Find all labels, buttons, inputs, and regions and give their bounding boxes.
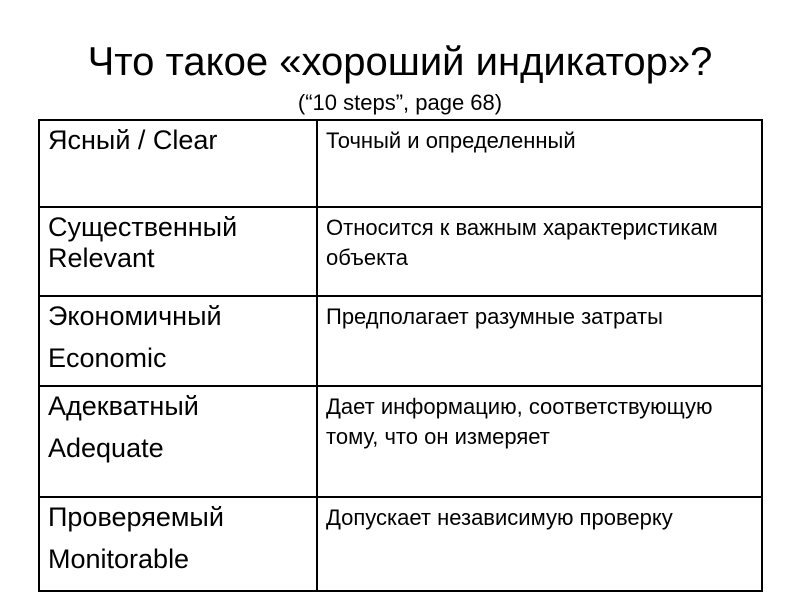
criterion-description: Относится к важным характеристикам объекта (317, 207, 762, 296)
table-row (39, 386, 762, 497)
table-row (39, 296, 762, 386)
criterion-term-ru: Проверяемый (48, 502, 224, 532)
criterion-description: Дает информацию, соответствующую тому, что он измеряет (317, 386, 762, 497)
criterion-description: Точный и определенный (317, 120, 762, 207)
table-row (39, 120, 762, 207)
criterion-term-en: Economic (48, 343, 167, 373)
criterion-term-en: Monitorable (48, 544, 190, 574)
criterion-term-ru: Адекватный (48, 391, 199, 421)
indicator-criteria-table (38, 119, 763, 592)
slide-title: Что такое «хороший индикатор»? (87, 40, 713, 84)
slide-subtitle: (“10 steps”, page 68) (297, 90, 503, 115)
criterion-term-cell (39, 497, 317, 591)
criterion-term-cell (39, 296, 317, 386)
criterion-term-ru: Экономичный (48, 301, 222, 331)
criterion-description: Допускает независимую проверку (317, 497, 762, 591)
table-row (39, 207, 762, 296)
criterion-term-en: Relevant (48, 243, 155, 273)
criterion-description: Предполагает разумные затраты (317, 296, 762, 386)
table-row (39, 497, 762, 591)
criterion-term-cell (39, 207, 317, 296)
criterion-term-en: Adequate (48, 433, 164, 463)
criterion-term: Ясный / Clear (48, 125, 218, 155)
criterion-term-cell (39, 120, 317, 207)
criterion-term-cell (39, 386, 317, 497)
criterion-term-ru: Существенный (48, 212, 238, 242)
